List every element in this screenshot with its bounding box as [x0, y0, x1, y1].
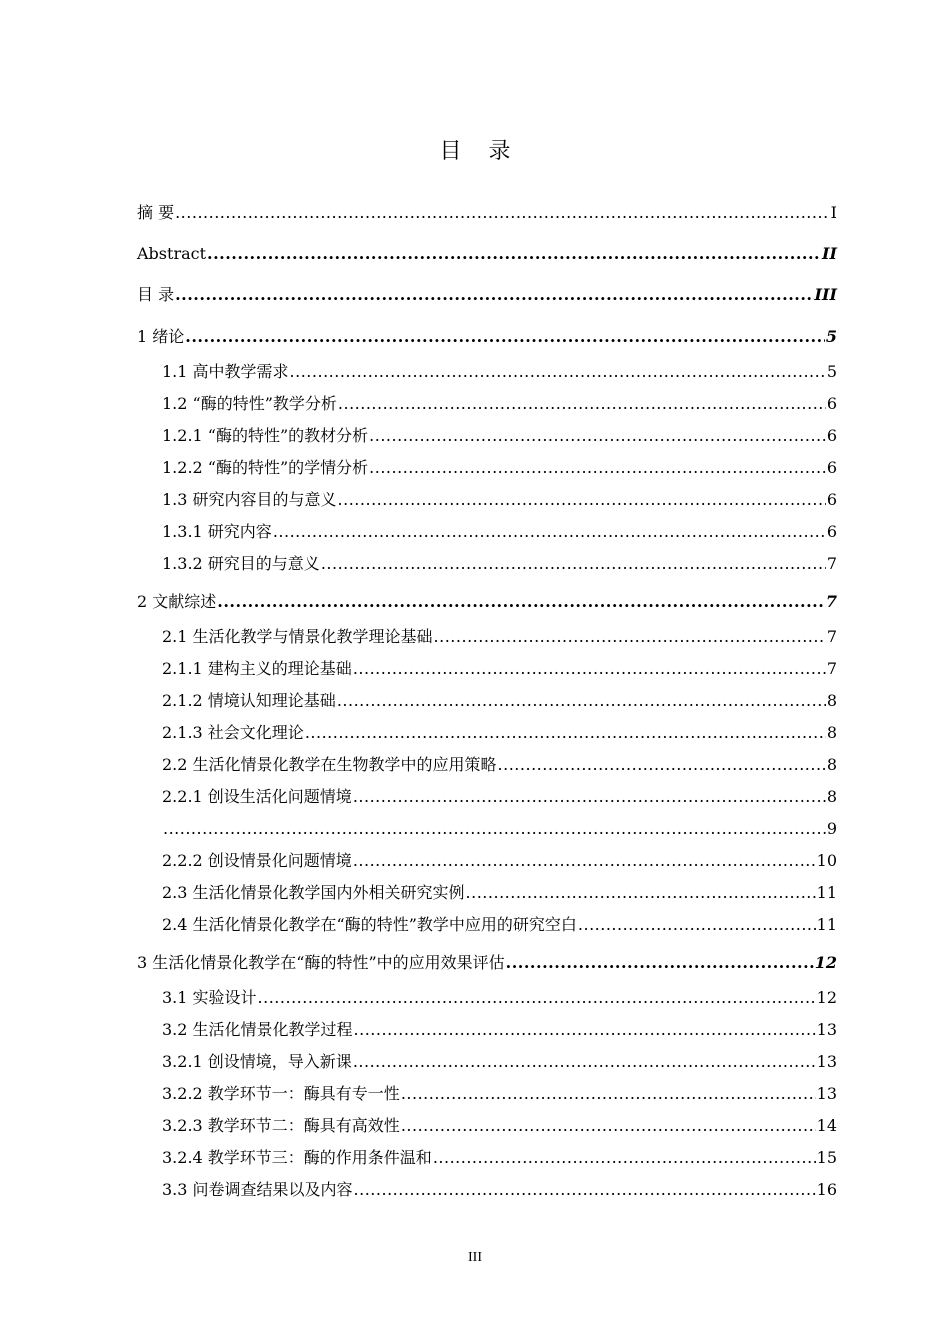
toc-leader-dots [353, 849, 816, 873]
toc-entry-page: 10 [816, 851, 837, 870]
toc-entry-page: II [822, 244, 837, 263]
toc-leader-dots [466, 881, 816, 905]
toc-leader-dots [353, 785, 826, 809]
toc-entry[interactable] [162, 1050, 837, 1074]
toc-entry-title: 3.1 实验设计 [162, 988, 257, 1007]
toc-entry-title: 3.2 生活化情景化教学过程 [162, 1020, 353, 1039]
toc-entry[interactable] [137, 283, 837, 307]
toc-entry[interactable] [162, 913, 837, 937]
toc-entry-title: 1.1 高中教学需求 [162, 362, 289, 381]
toc-leader-dots [305, 721, 826, 745]
toc-entry-title: 1.2.1 “酶的特性”的教材分析 [162, 426, 369, 445]
toc-entry[interactable] [162, 1146, 837, 1170]
toc-entry-page: 6 [826, 394, 837, 413]
toc-leader-dots [175, 201, 830, 225]
toc-leader-dots [338, 392, 826, 416]
toc-entry-title: 1.3.2 研究目的与意义 [162, 554, 320, 573]
toc-entry-title: 3.2.2 教学环节一：酶具有专一性 [162, 1084, 400, 1103]
toc-entry-title: 2.2.2 创设情景化问题情境 [162, 851, 352, 870]
toc-entry-page: III [814, 285, 837, 304]
toc-leader-dots [163, 817, 826, 841]
toc-entry-title: Abstract [137, 244, 207, 263]
toc-entry[interactable] [162, 849, 837, 873]
toc-entry[interactable] [162, 689, 837, 713]
toc-entry-title: 2.1.3 社会文化理论 [162, 723, 304, 742]
toc-entry[interactable] [162, 424, 837, 448]
toc-entry-title: 2.4 生活化情景化教学在“酶的特性”教学中应用的研究空白 [162, 915, 577, 934]
toc-entry-title: 3.2.4 教学环节三：酶的作用条件温和 [162, 1148, 432, 1167]
toc-entry-page: 6 [826, 522, 837, 541]
toc-entry-page: 7 [826, 554, 837, 573]
toc-leader-dots [433, 1146, 816, 1170]
toc-entry[interactable] [162, 817, 837, 841]
toc-entry-title: 2 文献综述 [137, 592, 217, 611]
toc-entry[interactable] [162, 520, 837, 544]
toc-leader-dots [337, 689, 826, 713]
toc-leader-dots [273, 520, 826, 544]
toc-entry-title: 摘 要 [137, 203, 175, 222]
toc-entry-title: 目 录 [137, 285, 175, 304]
toc-entry-title: 1.3.1 研究内容 [162, 522, 272, 541]
toc-entry[interactable] [162, 456, 837, 480]
toc-entry-page: 11 [816, 883, 837, 902]
toc-entry[interactable] [162, 881, 837, 905]
toc-leader-dots [369, 424, 826, 448]
toc-entry-page: 5 [826, 362, 837, 381]
toc-leader-dots [354, 1018, 816, 1042]
toc-entry-page: 7 [826, 627, 837, 646]
toc-entry-page: 14 [816, 1116, 837, 1135]
page-number: III [468, 1250, 482, 1265]
toc-entry-page: 8 [826, 691, 837, 710]
toc-entry[interactable] [162, 1082, 837, 1106]
toc-entry-page: 9 [826, 819, 837, 838]
toc-entry[interactable] [137, 590, 837, 614]
toc-entry[interactable] [162, 1178, 837, 1202]
toc-leader-dots [185, 325, 825, 349]
toc-entry[interactable] [162, 625, 837, 649]
toc-leader-dots [175, 283, 813, 307]
toc-entry-page: 5 [825, 327, 837, 346]
toc-entry[interactable] [162, 986, 837, 1010]
toc-leader-dots [290, 360, 826, 384]
toc-leader-dots [207, 242, 821, 266]
toc-entry-title: 1 绪论 [137, 327, 185, 346]
toc-entry-page: 12 [814, 953, 837, 972]
toc-leader-dots [434, 625, 826, 649]
toc-entry-page: 6 [826, 458, 837, 477]
toc-leader-dots [401, 1082, 816, 1106]
toc-entry-page: 8 [826, 755, 837, 774]
toc-entry-page: 6 [826, 490, 837, 509]
toc-leader-dots [321, 552, 826, 576]
toc-leader-dots [506, 951, 814, 975]
toc-entry-page: I [830, 203, 837, 222]
toc-entry-title: 2.2 生活化情景化教学在生物教学中的应用策略 [162, 755, 497, 774]
toc-leader-dots [258, 986, 816, 1010]
toc-leader-dots [498, 753, 826, 777]
toc-entry[interactable] [162, 1018, 837, 1042]
toc-entry[interactable] [137, 201, 837, 225]
toc-entry[interactable] [162, 1114, 837, 1138]
toc-entry-page: 12 [816, 988, 837, 1007]
toc-entry-title: 2.2.1 创设生活化问题情境 [162, 787, 352, 806]
toc-entry-title: 3 生活化情景化教学在“酶的特性”中的应用效果评估 [137, 953, 505, 972]
toc-entry-title: 3.3 问卷调查结果以及内容 [162, 1180, 353, 1199]
toc-entry-title: 1.3 研究内容目的与意义 [162, 490, 337, 509]
toc-leader-dots [401, 1114, 816, 1138]
page-title: 目 录 [439, 139, 521, 164]
toc-entry[interactable] [162, 360, 837, 384]
toc-entry-page: 15 [816, 1148, 837, 1167]
toc-leader-dots [578, 913, 816, 937]
toc-entry-title: 2.1.1 建构主义的理论基础 [162, 659, 352, 678]
toc-entry-title: 1.2 “酶的特性”教学分析 [162, 394, 337, 413]
toc-entry[interactable] [137, 242, 837, 266]
toc-leader-dots [217, 590, 825, 614]
toc-leader-dots [369, 456, 826, 480]
toc-entry[interactable] [162, 657, 837, 681]
toc-entry[interactable] [162, 392, 837, 416]
toc-entry[interactable] [137, 325, 837, 349]
toc-entry-page: 8 [826, 723, 837, 742]
toc-entry[interactable] [137, 951, 837, 975]
toc-entry[interactable] [162, 721, 837, 745]
toc-entry-title: 1.2.2 “酶的特性”的学情分析 [162, 458, 369, 477]
toc-entry-page: 8 [826, 787, 837, 806]
toc-entry[interactable] [162, 753, 837, 777]
toc-entry-page: 7 [826, 659, 837, 678]
toc-entry-title: 3.2.3 教学环节二：酶具有高效性 [162, 1116, 400, 1135]
toc-entry-page: 16 [816, 1180, 837, 1199]
toc-entry-page: 6 [826, 426, 837, 445]
toc-entry-page: 13 [816, 1084, 837, 1103]
toc-leader-dots [354, 1178, 816, 1202]
toc-leader-dots [353, 657, 826, 681]
toc-entry[interactable] [162, 552, 837, 576]
toc-entry-page: 7 [825, 592, 837, 611]
toc-entry-title: 2.3 生活化情景化教学国内外相关研究实例 [162, 883, 465, 902]
toc-leader-dots [338, 488, 826, 512]
toc-entry-page: 13 [816, 1020, 837, 1039]
toc-entry-title: 3.2.1 创设情境，导入新课 [162, 1052, 352, 1071]
toc-entry[interactable] [162, 785, 837, 809]
toc-entry-title: 2.1.2 情境认知理论基础 [162, 691, 336, 710]
toc-entry[interactable] [162, 488, 837, 512]
toc-entry-title: 2.1 生活化教学与情景化教学理论基础 [162, 627, 433, 646]
toc-entry-page: 13 [816, 1052, 837, 1071]
toc-leader-dots [353, 1050, 816, 1074]
toc-entry-page: 11 [816, 915, 837, 934]
